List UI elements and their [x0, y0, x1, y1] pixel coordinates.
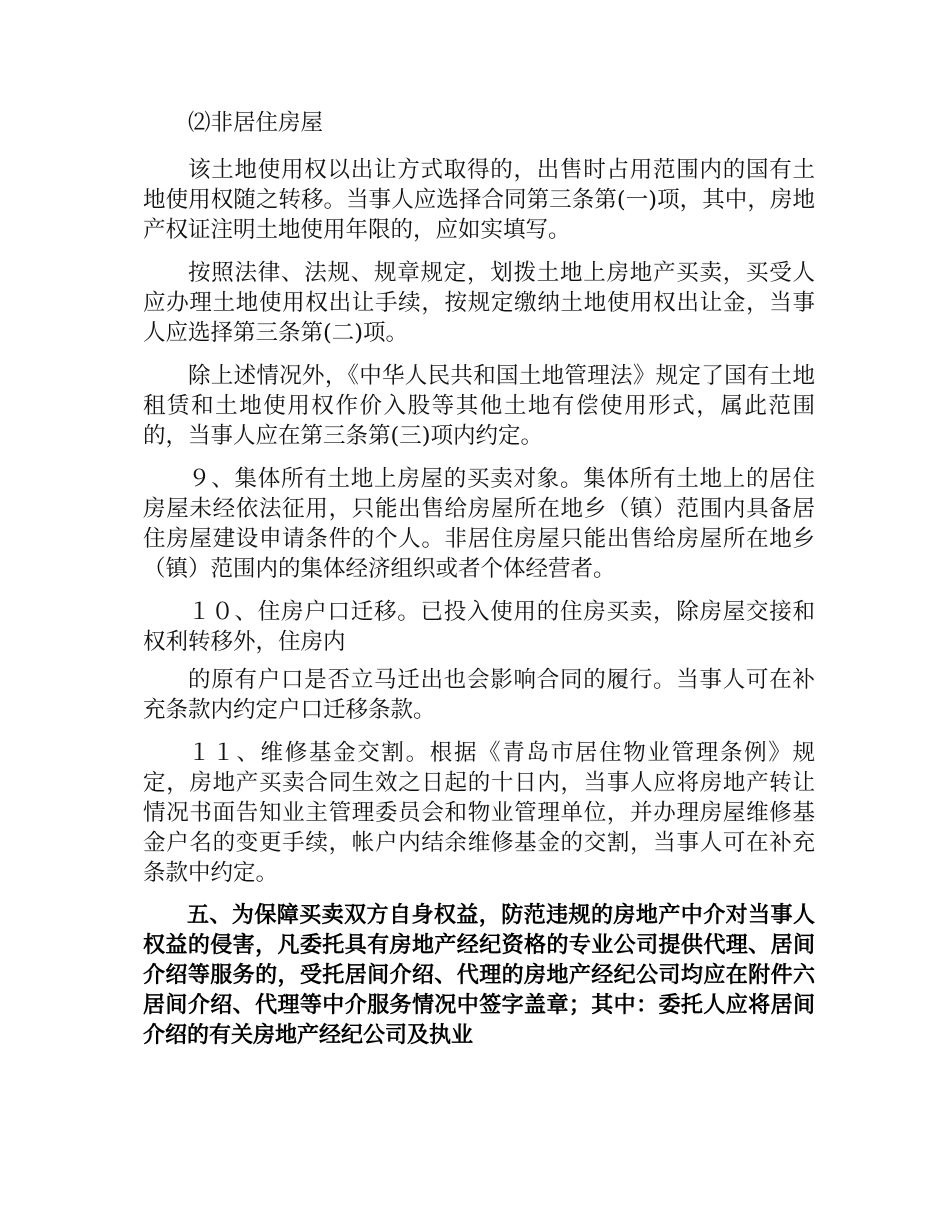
paragraph-item-11: １１、维修基金交割。根据《青岛市居住物业管理条例》规定，房地产买卖合同生效之日起的十日内，当事人应将房地产转让情况书面告知业主管理委员会和物业管理单位，并办理房屋维修基金户名的变更手续，帐户内结余维修基金的交割，当事人可在补充条款中约定。: [143, 740, 815, 886]
paragraph-other-land-use: 除上述情况外，《中华人民共和国土地管理法》规定了国有土地租赁和土地使用权作价入股等其他土地有偿使用形式，属此范围的，当事人应在第三条第(三)项内约定。: [143, 363, 815, 449]
paragraph-allocated-land: 按照法律、法规、规章规定，划拨土地上房地产买卖，买受人应办理土地使用权出让手续，按规定缴纳土地使用权出让金，当事人应选择第三条第(二)项。: [143, 260, 815, 346]
paragraph-section-5: 五、为保障买卖双方自身权益，防范违规的房地产中介对当事人权益的侵害，凡委托具有房地产经纪资格的专业公司提供代理、居间介绍等服务的，受托居间介绍、代理的房地产经纪公司均应在附件六居间介绍、代理等中介服务情况中签字盖章；其中：委托人应将居间介绍的有关房地产经纪公司及执业: [143, 903, 815, 1048]
paragraph-item-9: ９、集体所有土地上房屋的买卖对象。集体所有土地上的居住房屋未经依法征用，只能出售给房屋所在地乡（镇）范围内具备居住房屋建设申请条件的个人。非居住房屋只能出售给房屋所在地乡（镇）范围内的集体经济组织或者个体经营者。: [143, 466, 815, 582]
paragraph-item-10: １０、住房户口迁移。已投入使用的住房买卖，除房屋交接和权利转移外，住房内: [143, 599, 815, 655]
section-heading-non-residential: ⑵非居住房屋: [188, 110, 324, 136]
document-body: [143, 108, 815, 1064]
paragraph-land-transfer: 该土地使用权以出让方式取得的，出售时占用范围内的国有土地使用权随之转移。当事人应选择合同第三条第(一)项，其中，房地产权证注明土地使用年限的，应如实填写。: [143, 157, 815, 243]
paragraph-item-10-continued: 的原有户口是否立马迁出也会影响合同的履行。当事人可在补充条款内约定户口迁移条款。: [143, 667, 815, 723]
